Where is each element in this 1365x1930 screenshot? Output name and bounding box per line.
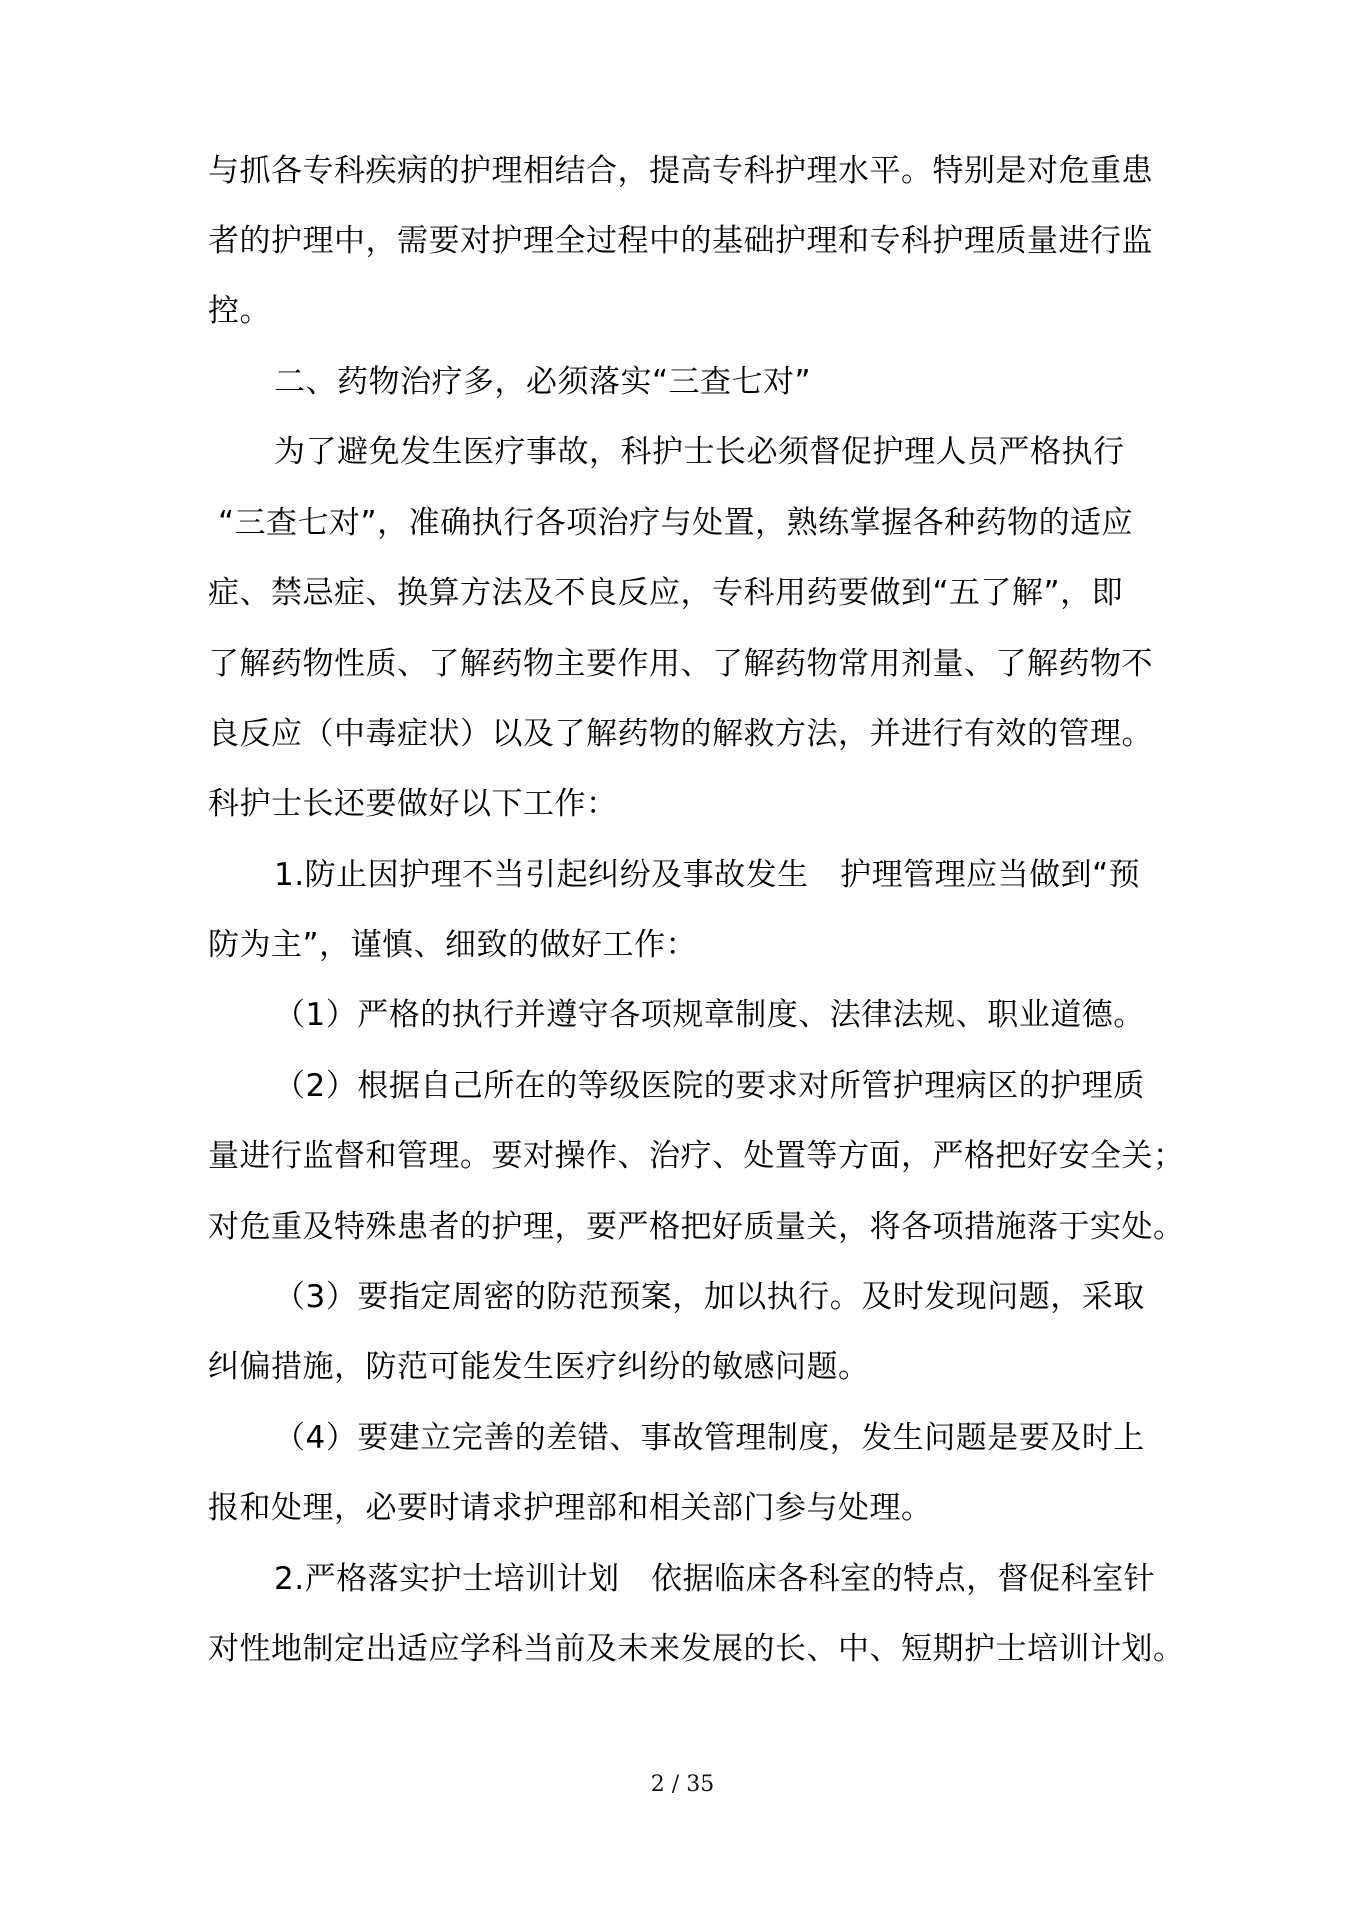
text-line: 良反应（中毒症状）以及了解药物的解救方法，并进行有效的管理。 (208, 716, 1153, 752)
text-line: 控。 (208, 293, 271, 329)
list-item: （4）要建立完善的差错、事故管理制度，发生问题是要及时上 (274, 1420, 1145, 1456)
text-line: 对性地制定出适应学科当前及未来发展的长、中、短期护士培训计划。 (208, 1631, 1185, 1667)
text-line: 与抓各专科疾病的护理相结合，提高专科护理水平。特别是对危重患 (208, 153, 1153, 189)
text-line: 报和处理，必要时请求护理部和相关部门参与处理。 (208, 1490, 933, 1526)
list-item: （1）严格的执行并遵守各项规章制度、法律法规、职业道德。 (274, 997, 1145, 1033)
text-line: 者的护理中，需要对护理全过程中的基础护理和专科护理质量进行监 (208, 223, 1153, 259)
list-item-heading: 1.防止因护理不当引起纠纷及事故发生 护理管理应当做到“预 (274, 857, 1141, 893)
text-line: 对危重及特殊患者的护理，要严格把好质量关，将各项措施落于实处。 (208, 1209, 1185, 1245)
text-line: 了解药物性质、了解药物主要作用、了解药物常用剂量、了解药物不 (208, 646, 1153, 682)
text-line: 为了避免发生医疗事故，科护士长必须督促护理人员严格执行 (274, 434, 1125, 470)
text-line: 症、禁忌症、换算方法及不良反应，专科用药要做到“五了解”，即 (208, 575, 1124, 611)
text-line: 防为主”，谨慎、细致的做好工作： (208, 927, 698, 963)
text-line: 科护士长还要做好以下工作： (208, 786, 618, 822)
page-number: 2 / 35 (650, 1772, 715, 1797)
text-line: “三查七对”，准确执行各项治疗与处置，熟练掌握各种药物的适应 (218, 505, 1134, 541)
list-item: （2）根据自己所在的等级医院的要求对所管护理病区的护理质 (274, 1068, 1145, 1104)
list-item: （3）要指定周密的防范预案，加以执行。及时发现问题，采取 (274, 1279, 1145, 1315)
list-item-heading: 2.严格落实护士培训计划 依据临床各科室的特点，督促科室针 (274, 1561, 1156, 1597)
section-heading: 二、药物治疗多，必须落实“三查七对” (274, 364, 812, 400)
text-line: 量进行监督和管理。要对操作、治疗、处置等方面，严格把好安全关； (208, 1138, 1185, 1174)
text-line: 纠偏措施，防范可能发生医疗纠纷的敏感问题。 (208, 1349, 870, 1385)
